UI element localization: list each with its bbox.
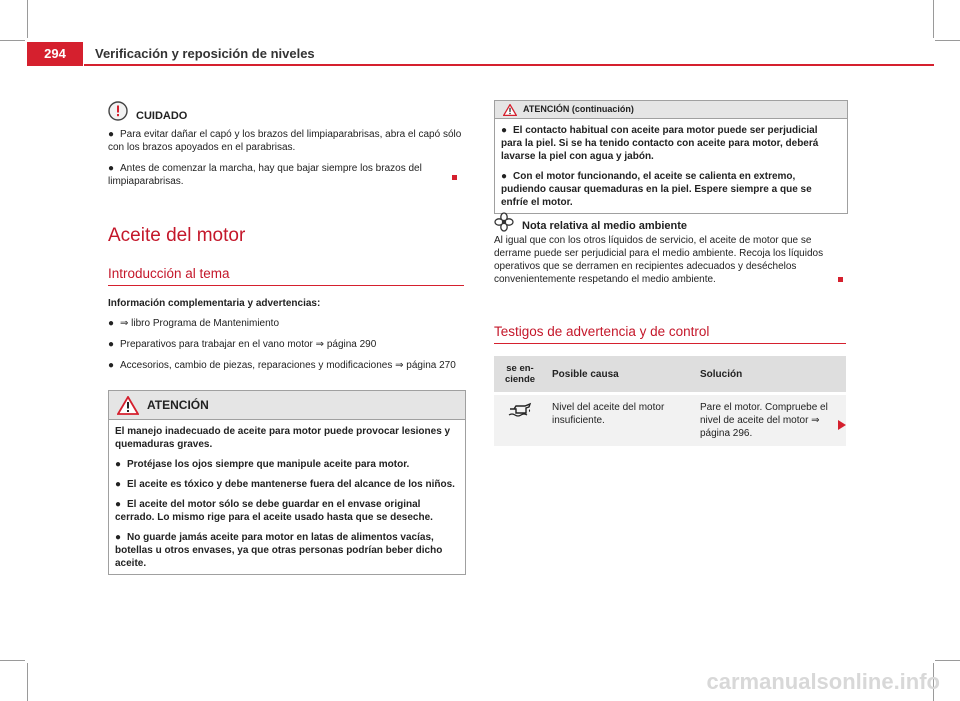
page-title: Verificación y reposición de niveles — [95, 46, 315, 61]
crop-mark — [0, 660, 25, 661]
warning-triangle-icon — [503, 104, 517, 116]
table-header: Solución — [694, 356, 846, 394]
list-item: ● Protéjase los ojos siempre que manipule aceite para motor. — [115, 459, 410, 470]
table-header: se en-ciende — [494, 356, 546, 394]
intro-block — [108, 297, 463, 380]
environment-heading — [494, 212, 846, 232]
intro-lead: Información complementaria y advertencias: — [108, 298, 321, 309]
section-title: Aceite del motor — [108, 225, 246, 246]
table-header-row — [494, 356, 846, 394]
list-item: ● Preparativos para trabajar en el vano motor ⇒ página 290 — [108, 339, 377, 350]
warning-text: Con el motor funcionando, el aceite se calienta en extremo, pudiendo causar quemaduras en la piel. Espere siempre a que se enfríe el motor. — [501, 171, 812, 208]
list-item: ● Con el motor funcionando, el aceite se calienta en extremo, pudiendo causar quemaduras en la piel. Espere siempre a que se enfríe el motor. — [501, 171, 812, 208]
caution-icon — [108, 101, 128, 121]
warning-continued-box — [494, 100, 848, 214]
table-cell-solution: Pare el motor. Compruebe el nivel de aceite del motor ⇒ página 296. — [694, 394, 846, 447]
warning-body — [109, 420, 465, 574]
oil-pressure-icon — [507, 401, 533, 417]
warning-continued-body — [495, 119, 847, 213]
table-cell — [494, 394, 546, 447]
page-number: 294 — [27, 42, 83, 66]
indicators-table — [494, 356, 846, 446]
indicators-title-rule — [494, 343, 846, 344]
caution-heading — [108, 100, 463, 122]
caution-text: Antes de comenzar la marcha, hay que bajar siempre los brazos del limpiaparabrisas. — [108, 163, 422, 187]
environment-text: Al igual que con los otros líquidos de servicio, el aceite de motor que se derrame puede ser perjudicial para el medio ambiente. Recoja los líquidos operativos que se derramen en recipientes adecuados y deséchelos convenientemente respetando el medio ambiente. — [494, 235, 824, 285]
crop-mark — [935, 660, 960, 661]
caution-text: Para evitar dañar el capó y los brazos del limpiaparabrisas, abra el capó sólo con los brazos apoyados en el parabrisas. — [108, 129, 462, 153]
warning-text: No guarde jamás aceite para motor en latas de alimentos vacías, botellas u otros envases, ya que otras personas podrían beber dicho aceite. — [115, 532, 443, 569]
crop-mark — [27, 0, 28, 38]
table-row — [494, 394, 846, 447]
list-item: ● El contacto habitual con aceite para motor puede ser perjudicial para la piel. Si se ha tenido contacto con aceite para motor, deberá lavarse la piel con agua y jabón. — [501, 125, 819, 162]
end-marker — [452, 175, 457, 180]
environment-note — [494, 212, 846, 286]
warning-continued-title: ATENCIÓN (continuación) — [523, 104, 634, 114]
list-item: ● Accesorios, cambio de piezas, reparaciones y modificaciones ⇒ página 270 — [108, 360, 456, 371]
crop-mark — [935, 40, 960, 41]
flower-environment-icon — [494, 212, 514, 232]
warning-box — [108, 390, 466, 575]
list-item: ● El aceite del motor sólo se debe guardar en el envase original cerrado. Lo mismo rige para el aceite usado hasta que se deseche. — [115, 499, 433, 523]
warning-continued-header — [495, 101, 847, 119]
end-marker — [838, 277, 843, 282]
table-header: Posible causa — [546, 356, 694, 394]
list-item: ● ⇒ libro Programa de Mantenimiento — [108, 318, 280, 329]
crop-mark — [933, 0, 934, 38]
intro-link[interactable]: Preparativos para trabajar en el vano motor ⇒ página 290 — [120, 339, 377, 350]
list-item: ● Antes de comenzar la marcha, hay que bajar siempre los brazos del limpiaparabrisas. — [108, 163, 422, 187]
intro-link[interactable]: Accesorios, cambio de piezas, reparaciones y modificaciones ⇒ página 270 — [120, 360, 456, 371]
warning-text: El contacto habitual con aceite para motor puede ser perjudicial para la piel. Si se ha tenido contacto con aceite para motor, deberá lavarse la piel con agua y jabón. — [501, 125, 819, 162]
crop-mark — [0, 40, 25, 41]
caution-block — [108, 100, 463, 196]
indicators-title: Testigos de advertencia y de control — [494, 324, 710, 339]
list-item: ● El aceite es tóxico y debe mantenerse fuera del alcance de los niños. — [115, 479, 455, 490]
list-item: ● Para evitar dañar el capó y los brazos del limpiaparabrisas, abra el capó sólo con los brazos apoyados en el parabrisas. — [108, 129, 462, 153]
warning-triangle-icon — [117, 396, 139, 415]
caution-title: CUIDADO — [136, 110, 188, 122]
environment-title: Nota relativa al medio ambiente — [522, 220, 688, 232]
subtitle-rule — [108, 285, 464, 286]
continue-arrow-icon — [838, 420, 846, 430]
watermark: carmanualsonline.info — [706, 669, 940, 694]
warning-text: El aceite es tóxico y debe mantenerse fuera del alcance de los niños. — [127, 479, 455, 490]
warning-lead: El manejo inadecuado de aceite para motor puede provocar lesiones y quemaduras graves. — [115, 426, 451, 450]
warning-text: Protéjase los ojos siempre que manipule aceite para motor. — [127, 459, 410, 470]
crop-mark — [27, 663, 28, 701]
intro-link[interactable]: ⇒ libro Programa de Mantenimiento — [120, 318, 280, 329]
table-cell-cause: Nivel del aceite del motor insuficiente. — [546, 394, 694, 447]
warning-text: El aceite del motor sólo se debe guardar en el envase original cerrado. Lo mismo rige para el aceite usado hasta que se deseche. — [115, 499, 433, 523]
warning-title: ATENCIÓN — [147, 397, 209, 412]
warning-header — [109, 391, 465, 420]
section-subtitle: Introducción al tema — [108, 266, 230, 281]
list-item: ● No guarde jamás aceite para motor en latas de alimentos vacías, botellas u otros envases, ya que otras personas podrían beber dicho aceite. — [115, 532, 443, 569]
header-rule — [84, 64, 934, 66]
